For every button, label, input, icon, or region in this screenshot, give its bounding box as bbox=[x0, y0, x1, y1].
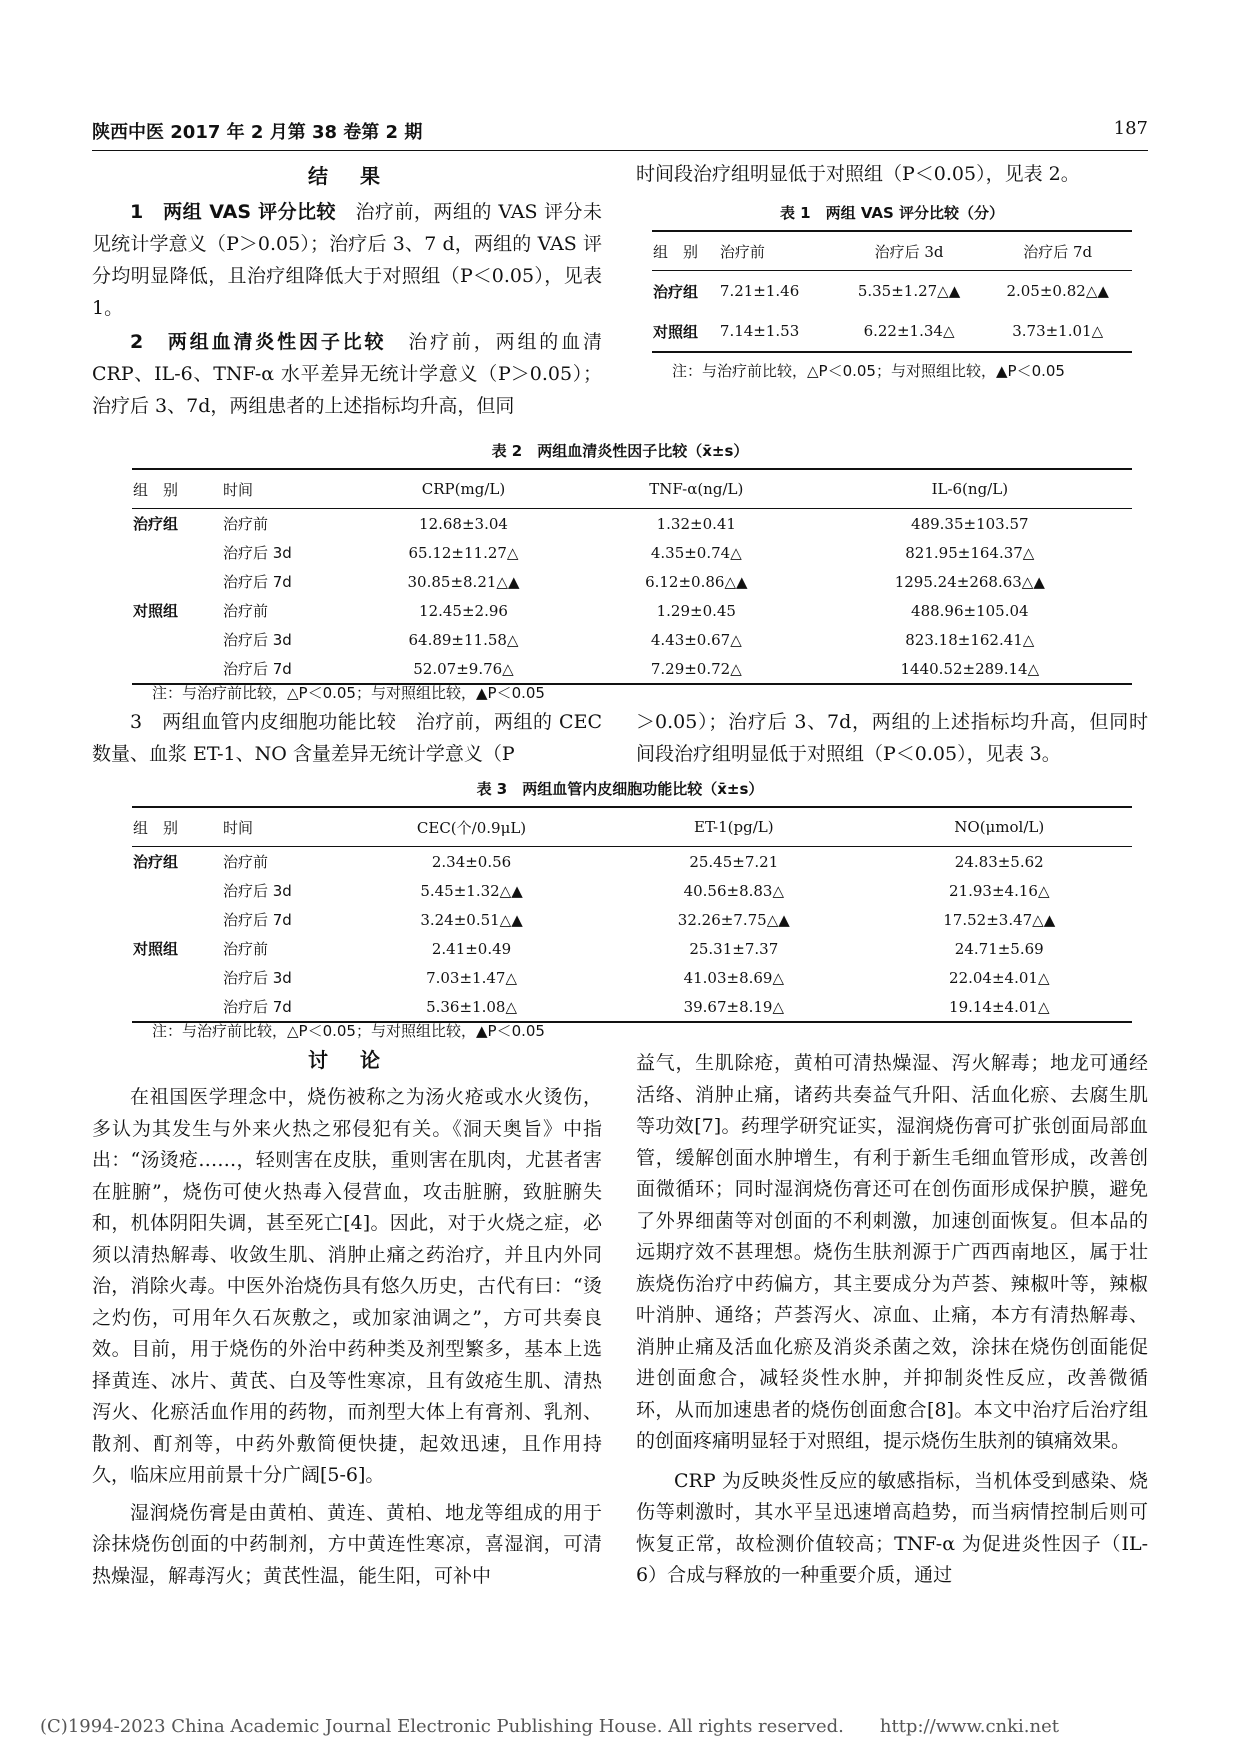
table2-header: TNF-α(ng/L) bbox=[585, 470, 808, 509]
table-cell: 6.12±0.86△▲ bbox=[645, 572, 748, 591]
section-1-title: 1 两组 VAS 评分比较 bbox=[130, 201, 337, 223]
table3-header: ET-1(pg/L) bbox=[601, 808, 866, 847]
table1-header: 治疗后 7d bbox=[983, 232, 1132, 271]
table2-header: IL-6(ng/L) bbox=[808, 470, 1132, 509]
table-cell: 821.95±164.37△ bbox=[905, 543, 1035, 562]
results-heading: 结 果 bbox=[308, 164, 386, 188]
table-cell: 治疗前 bbox=[223, 853, 269, 871]
table1-header: 组 别 bbox=[652, 232, 719, 271]
header-rule bbox=[92, 150, 1148, 151]
table-cell: 3.24±0.51△▲ bbox=[420, 910, 523, 929]
table1-note: 注：与治疗前比较，△P＜0.05；与对照组比较，▲P＜0.05 bbox=[672, 362, 1065, 380]
table-cell: 2.41±0.49 bbox=[431, 939, 512, 958]
table-cell: 5.36±1.08△ bbox=[426, 997, 517, 1016]
table-cell: 6.22±1.34△ bbox=[863, 322, 955, 340]
page-number: 187 bbox=[1113, 118, 1148, 139]
table3-header: 时间 bbox=[222, 808, 342, 847]
table-cell: 治疗后 7d bbox=[223, 573, 292, 591]
table-row bbox=[132, 876, 1132, 905]
section-2-text: 治疗前，两组的血清 CRP、IL-6、TNF-α 水平差异无统计学意义（P＞0.05）；治疗后 3、7d，两组患者的上述指标均升高，但同 bbox=[92, 331, 602, 417]
table-cell bbox=[132, 567, 222, 596]
table-cell: 1.32±0.41 bbox=[656, 514, 736, 533]
table-cell bbox=[132, 905, 222, 934]
table-cell bbox=[132, 992, 222, 1021]
table-cell: 32.26±7.75△▲ bbox=[677, 910, 790, 929]
table-cell: 5.35±1.27△▲ bbox=[857, 282, 961, 300]
table1-header-row bbox=[652, 232, 1132, 271]
table-cell: 7.03±1.47△ bbox=[426, 968, 517, 987]
table-cell: 40.56±8.83△ bbox=[683, 881, 785, 900]
table-cell: 52.07±9.76△ bbox=[413, 659, 514, 678]
table-cell: 7.21±1.46 bbox=[719, 282, 800, 300]
table-cell: 对照组 bbox=[653, 322, 699, 341]
table-row bbox=[132, 567, 1132, 596]
table-cell: 5.45±1.32△▲ bbox=[420, 881, 523, 900]
table-cell: 39.67±8.19△ bbox=[683, 997, 785, 1016]
table-cell: 治疗后 3d bbox=[223, 544, 292, 562]
table3-note: 注：与治疗前比较，△P＜0.05；与对照组比较，▲P＜0.05 bbox=[152, 1022, 545, 1040]
table3-header: NO(μmol/L) bbox=[867, 808, 1132, 847]
table-cell: 24.71±5.69 bbox=[954, 939, 1044, 958]
table-cell: 41.03±8.69△ bbox=[683, 968, 785, 987]
table2-caption: 表 2 两组血清炎性因子比较（x̄±s） bbox=[491, 442, 749, 460]
table1-caption: 表 1 两组 VAS 评分比较（分） bbox=[779, 204, 1005, 222]
results-section-2 bbox=[92, 326, 602, 422]
discussion-paragraph-4: CRP 为反映炎性反应的敏感指标，当机体受到感染、烧伤等刺激时，其水平呈迅速增高趋势，而当病情控制后则可恢复正常，故检测价值较高；TNF-α 为促进炎性因子（IL-6）合成与释放的一种重要介质，通过 bbox=[636, 1469, 1148, 1586]
results-section-3-left: 3 两组血管内皮细胞功能比较 治疗前，两组的 CEC 数量、血浆 ET-1、NO 含量差异无统计学意义（P bbox=[92, 711, 602, 765]
table-cell: 64.89±11.58△ bbox=[408, 630, 519, 649]
table-row bbox=[652, 311, 1132, 351]
table-row bbox=[132, 596, 1132, 625]
table-row bbox=[652, 271, 1132, 312]
table-row bbox=[132, 538, 1132, 567]
table-cell: 4.35±0.74△ bbox=[650, 543, 742, 562]
table-cell: 2.34±0.56 bbox=[431, 852, 512, 871]
table-row bbox=[132, 992, 1132, 1021]
table-cell: 25.45±7.21 bbox=[689, 852, 779, 871]
table-cell: 治疗后 7d bbox=[223, 998, 292, 1016]
table-cell: 治疗后 7d bbox=[223, 660, 292, 678]
table-row bbox=[132, 905, 1132, 934]
table-cell: 治疗后 3d bbox=[223, 631, 292, 649]
table2-header-row bbox=[132, 470, 1132, 509]
section-2-title: 2 两组血清炎性因子比较 bbox=[130, 331, 387, 353]
table-row bbox=[132, 963, 1132, 992]
table-cell bbox=[132, 625, 222, 654]
table-cell: 1440.52±289.14△ bbox=[900, 659, 1040, 678]
running-header bbox=[92, 118, 1148, 148]
table-cell: 24.83±5.62 bbox=[954, 852, 1044, 871]
discussion-heading: 讨 论 bbox=[308, 1048, 386, 1072]
table-cell: 2.05±0.82△▲ bbox=[1006, 282, 1109, 300]
results-section-3-right: ＞0.05）；治疗后 3、7d，两组的上述指标均升高，但同时间段治疗组明显低于对照组（P＜0.05），见表 3。 bbox=[636, 711, 1148, 765]
table-cell: 治疗组 bbox=[133, 853, 179, 871]
table-cell: 治疗后 3d bbox=[223, 882, 292, 900]
table-cell: 30.85±8.21△▲ bbox=[407, 572, 520, 591]
table2-note: 注：与治疗前比较，△P＜0.05；与对照组比较，▲P＜0.05 bbox=[152, 684, 545, 702]
copyright-footer: (C)1994-2023 China Academic Journal Electronic Publishing House. All rights reserved. http://www.cnki.net bbox=[40, 1716, 1059, 1737]
discussion-paragraph-2: 湿润烧伤膏是由黄柏、黄连、黄柏、地龙等组成的用于涂抹烧伤创面的中药制剂，方中黄连性寒凉，喜湿润，可清热燥湿，解毒泻火；黄芪性温，能生阳，可补中 bbox=[92, 1501, 602, 1587]
table-row bbox=[132, 625, 1132, 654]
table-cell: 823.18±162.41△ bbox=[905, 630, 1035, 649]
table-cell: 1295.24±268.63△▲ bbox=[894, 572, 1045, 591]
table3-caption: 表 3 两组血管内皮细胞功能比较（x̄±s） bbox=[476, 780, 764, 798]
table-cell: 治疗后 3d bbox=[223, 969, 292, 987]
table-row bbox=[132, 509, 1132, 539]
table1-header: 治疗前 bbox=[719, 232, 835, 271]
discussion-right bbox=[636, 1048, 1148, 1592]
table-cell: 17.52±3.47△▲ bbox=[943, 910, 1056, 929]
results-section-1 bbox=[92, 196, 602, 324]
table-cell bbox=[132, 654, 222, 683]
table-cell bbox=[132, 876, 222, 905]
table-cell: 治疗前 bbox=[223, 515, 269, 533]
table-cell: 1.29±0.45 bbox=[656, 601, 736, 620]
table-cell: 3.73±1.01△ bbox=[1012, 322, 1104, 340]
table-cell: 治疗组 bbox=[133, 515, 179, 533]
table-cell: 7.29±0.72△ bbox=[650, 659, 742, 678]
table-cell: 489.35±103.57 bbox=[911, 514, 1029, 533]
table2-header: 时间 bbox=[222, 470, 342, 509]
table-row bbox=[132, 934, 1132, 963]
discussion-paragraph-3: 益气，生肌除疮，黄柏可清热燥湿、泻火解毒；地龙可通经活络、消肿止痛，诸药共奏益气升阳、活血化瘀、去腐生肌等功效[7]。药理学研究证实，湿润烧伤膏可扩张创面局部血管，缓解创面水肿增生，有利于新生毛细血管形成，改善创面微循环；同时湿润烧伤膏还可在创伤面形成保护膜，避免了外界细菌等对创面的不利刺激，加速创面恢复。但本品的远期疗效不甚理想。烧伤生肤剂源于广西西南地区，属于壮族烧伤治疗中药偏方，其主要成分为芦荟、辣椒叶等，辣椒叶消肿、通络；芦荟泻火、凉血、止痛，本方有清热解毒、消肿止痛及活血化瘀及消炎杀菌之效，涂抹在烧伤创面能促进创面愈合，减轻炎性水肿，并抑制炎性反应，改善微循环，从而加速患者的烧伤创面愈合[8]。本文中治疗后治疗组的创面疼痛明显轻于对照组，提示烧伤生肤剂的镇痛效果。 bbox=[636, 1052, 1148, 1452]
table-cell: 12.45±2.96 bbox=[419, 601, 508, 620]
discussion-paragraph-1: 在祖国医学理念中，烧伤被称之为汤火疮或水火烫伤，多认为其发生与外来火热之邪侵犯有关。《洞天奥旨》中指出：“汤烫疮……，轻则害在皮肤，重则害在肌肉，尤甚者害在脏腑”，烧伤可使火热毒入侵营血，攻击脏腑，致脏腑失和，机体阴阳失调，甚至死亡[4]。因此，对于火烧之症，必须以清热解毒、收敛生肌、消肿止痛之药治疗，并且内外同治，消除火毒。中医外治烧伤具有悠久历史，古代有曰：“烫之灼伤，可用年久石灰敷之，或加家油调之”，方可共奏良效。目前，用于烧伤的外治中药种类及剂型繁多，基本上选择黄连、冰片、黄芪、白及等性寒凉，且有敛疮生肌、清热泻火、化瘀活血作用的药物，而剂型大体上有膏剂、乳剂、散剂、酊剂等，中药外敷简便快捷，起效迅速，且作用持久，临床应用前景十分广阔[5-6]。 bbox=[92, 1086, 602, 1486]
table-cell: 19.14±4.01△ bbox=[949, 997, 1050, 1016]
table-cell: 22.04±4.01△ bbox=[949, 968, 1050, 987]
table-cell: 7.14±1.53 bbox=[719, 322, 800, 340]
table3-header: 组 别 bbox=[132, 808, 222, 847]
table-cell: 对照组 bbox=[133, 940, 179, 958]
table3 bbox=[132, 806, 1132, 1023]
table1 bbox=[652, 230, 1132, 353]
table-row bbox=[132, 654, 1132, 683]
table2-header: 组 别 bbox=[132, 470, 222, 509]
table-cell: 对照组 bbox=[133, 602, 179, 620]
table3-header: CEC(个/0.9μL) bbox=[342, 808, 601, 847]
table-cell: 治疗组 bbox=[653, 282, 699, 301]
discussion-left bbox=[92, 1082, 602, 1592]
table-cell: 12.68±3.04 bbox=[419, 514, 508, 533]
table-cell: 25.31±7.37 bbox=[689, 939, 779, 958]
table3-header-row bbox=[132, 808, 1132, 847]
table1-header: 治疗后 3d bbox=[835, 232, 984, 271]
table-cell: 65.12±11.27△ bbox=[408, 543, 519, 562]
table-cell bbox=[132, 963, 222, 992]
table-cell: 治疗前 bbox=[223, 602, 269, 620]
results-continuation: 时间段治疗组明显低于对照组（P＜0.05），见表 2。 bbox=[636, 163, 1080, 185]
table-cell: 4.43±0.67△ bbox=[650, 630, 742, 649]
table2-header: CRP(mg/L) bbox=[342, 470, 585, 509]
journal-title: 陕西中医 2017 年 2 月第 38 卷第 2 期 bbox=[92, 122, 423, 143]
table-cell bbox=[132, 538, 222, 567]
table-cell: 治疗后 7d bbox=[223, 911, 292, 929]
table-cell: 治疗前 bbox=[223, 940, 269, 958]
table-row bbox=[132, 847, 1132, 877]
table2 bbox=[132, 468, 1132, 685]
table-cell: 21.93±4.16△ bbox=[949, 881, 1050, 900]
table-cell: 488.96±105.04 bbox=[911, 601, 1029, 620]
section-1-text: 治疗前，两组的 VAS 评分未见统计学意义（P＞0.05）；治疗后 3、7 d，两组的 VAS 评分均明显降低，且治疗组降低大于对照组（P＜0.05），见表 1。 bbox=[92, 201, 602, 319]
